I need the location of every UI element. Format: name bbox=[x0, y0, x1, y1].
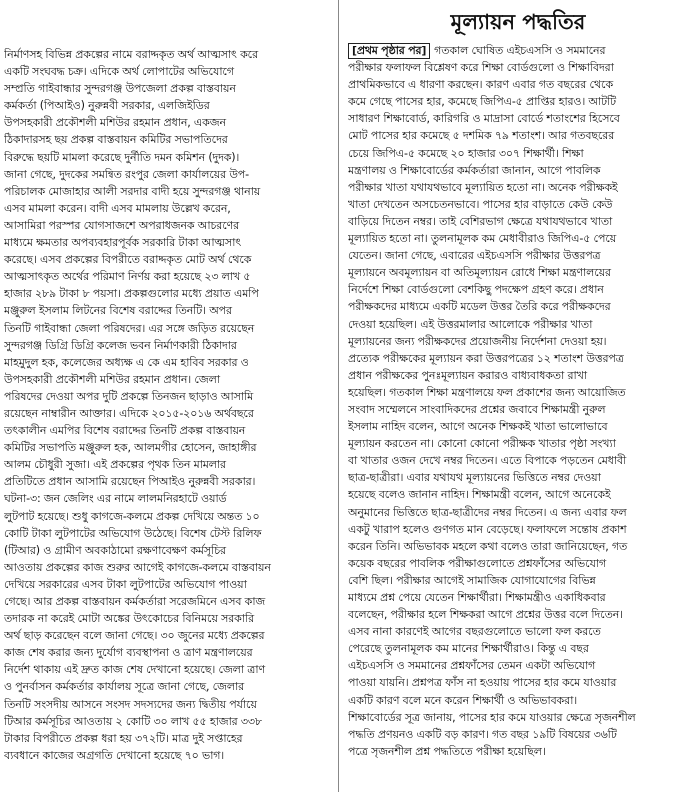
text-line: কাজ শেষ করার জন্য দুর্যোগ ব্যবস্থাপনা ও ত্রাণ মন্ত্রণালয়ের bbox=[4, 646, 253, 660]
text-line: মোট পাসের হার কমেছে ৫ দশমিক ৭৯ শতাংশ। আর গতবছরের bbox=[348, 129, 615, 143]
article-headline: মূল্যায়ন পদ্ধতির bbox=[450, 9, 586, 34]
text-line: তিনটি গাইবান্ধা জেলা পরিষদের। এর সঙ্গে জড়িত রয়েছেন bbox=[4, 321, 255, 335]
text-line: তৎকালীন এমপির বিশেষ বরাদ্দের তিনটি প্রকল্প বাস্তবায়ন bbox=[4, 424, 246, 438]
right-article-body bbox=[348, 59, 688, 760]
text-line: এইচএসসি ও সমমানের প্রশ্নফাঁসের তেমন একটা অভিযোগ bbox=[348, 659, 596, 673]
text-line: হয়েছে বলেও জানান নাহিদ। শিক্ষামন্ত্রী বলেন, আগে অনেকেই bbox=[348, 488, 611, 502]
text-line: মাহমুদুল হক, কলেজের অধ্যক্ষ এ কে এম হাবিব সরকার ও bbox=[4, 355, 249, 369]
text-line: টিআর কর্মসূচির আওতায় ২ কোটি ৩০ লাখ ৫৫ হাজার ৩৩৮ bbox=[4, 714, 262, 728]
text-line: প্রত্যেক পরীক্ষকের মূল্যায়ন করা উত্তরপত্রের ১২ শতাংশ উত্তরপত্র bbox=[348, 351, 624, 365]
text-line: পরীক্ষকদের মাধ্যমে একটি মডেল উত্তর তৈরি করে পরীক্ষকদের bbox=[348, 300, 611, 314]
text-line: মূল্যায়নে অবমূল্যায়ন বা অতিমূল্যায়ন রোধে শিক্ষা মন্ত্রণালয়ের bbox=[348, 266, 611, 280]
text-line: রয়েছেন নাম্বারীন আক্তার। এদিকে ২০১৫-২০১৬ অর্থবছরে bbox=[4, 406, 254, 420]
first-line-text: গতকাল ঘোষিত এইচএসসি ও সমমানের bbox=[434, 44, 606, 57]
text-line: তদারক না করেই মোটা অঙ্কের উৎকোচের বিনিময়ে সরকারি bbox=[4, 612, 255, 626]
text-line: প্রধান পরীক্ষকের পুনঃমূল্যায়ন করারও বাধ্যবাধকতা রাখা bbox=[348, 368, 587, 382]
text-line: মন্ত্রণালয় ও শিক্ষাবোর্ডের কর্মকর্তারা জানান, আগে পাবলিক bbox=[348, 163, 601, 177]
column-divider bbox=[338, 0, 339, 792]
text-line: গেছে। আর প্রকল্প বাস্তবায়ন কর্মকর্তারা সরেজমিনে এসব কাজ bbox=[4, 595, 266, 608]
text-line: উপসহকারী প্রকৌশলী মশিউর রহমান প্রধান। জেলা bbox=[4, 372, 220, 386]
text-line: ঘটনা-৩: জন জেলিং এর নামে লালমনিরহাটে ওয়ার্ড bbox=[4, 492, 227, 506]
text-line: টাকার বিপরীতে প্রকল্প ধরা হয় ৩৭২টি। মাত্র দুই সপ্তাহের bbox=[4, 731, 243, 745]
text-line: পরিষদের দেওয়া অপর দুটি প্রকল্পে তিনজন ছাড়াও আসামি bbox=[4, 389, 254, 403]
text-line: ও পুনর্বাসন কর্মকর্তার কার্যালয় সূত্রে জানা গেছে, জেলার bbox=[4, 680, 245, 694]
text-line: দেখিয়ে সরকারের এসব টাকা লুটপাটের অভিযোগ পাওয়া bbox=[4, 577, 247, 591]
text-line: পরীক্ষার ফলাফল বিশ্লেষণ করে শিক্ষা বোর্ডগুলো ও শিক্ষাবিদরা bbox=[348, 61, 614, 75]
text-line: উপসহকারী প্রকৌশলী মশিউর রহমান প্রধান, একজন bbox=[4, 116, 226, 130]
text-line: যেতেন। জানা গেছে, এবারের এইচএসসি পরীক্ষার উত্তরপত্র bbox=[348, 249, 601, 263]
text-line: একটু খারাপ হলেও গুণগত মান বেড়েছে। ফলাফলে সন্তোষ প্রকাশ bbox=[348, 522, 627, 536]
text-line: সুন্দরগঞ্জ ডিগ্রি ডিগ্রি কলেজ ভবন নির্মাণকারী ঠিকাদার bbox=[4, 338, 237, 352]
text-line: নির্মাণসহ বিভিন্ন প্রকল্পের নামে বরাদ্দকৃত অর্থ আত্মসাৎ করে bbox=[4, 48, 259, 61]
text-line: করেছে। এসব প্রকল্পের বিপরীতে বরাদ্দকৃত মোট অর্থ থেকে bbox=[4, 253, 252, 267]
text-line: বেশি ছিল। পরীক্ষার আগেই সামাজিক যোগাযোগের বিভিন্ন bbox=[348, 573, 596, 587]
text-line: পত্রে সৃজনশীল প্রশ্ন পদ্ধতিতে পরীক্ষা হয়েছিল। bbox=[348, 744, 546, 758]
text-line: ব্যবধানে কাজের অগ্রগতি দেখানো হয়েছে ৭০ ভাগ। bbox=[4, 748, 225, 762]
text-line: সম্প্রতি গাইবান্ধার সুন্দরগঞ্জ উপজেলা প্রকল্প বাস্তবায়ন bbox=[4, 82, 236, 96]
text-line: তিনটি সংসদীয় আসনে সংসদ সদস্যদের জন্য দ্বিতীয় পর্যায়ে bbox=[4, 697, 257, 711]
text-line: কমে গেছে পাসের হার, কমেছে জিপিএ-৫ প্রাপ্তির হারও। আটটি bbox=[348, 95, 617, 109]
left-article-column bbox=[4, 0, 330, 764]
text-line: খাতা দেখতেন অসচেতনভাবে। পাসের হার বাড়াতে কেউ কেউ bbox=[348, 197, 613, 211]
text-line: পরীক্ষার খাতা যথাযথভাবে মূল্যায়িত হতো না। অনেক পরীক্ষকই bbox=[348, 180, 618, 194]
text-line: মূল্যায়নের জন্য পরীক্ষকদের প্রয়োজনীয় নির্দেশনা দেওয়া হয়। bbox=[348, 334, 607, 348]
text-line: আত্মসাৎকৃত অর্থের পরিমাণ নির্ণয় করা হয়েছে ২৩ লাখ ৫ bbox=[4, 270, 251, 284]
text-line: এসব নানা কারণেই আগের বছরগুলোতে ভালো ফল করতে bbox=[348, 625, 601, 639]
article-first-line bbox=[348, 42, 688, 59]
text-line: কমিটির সভাপতি মঞ্জুরুল হক, আলমগীর হোসেন, জাহাঙ্গীর bbox=[4, 441, 257, 455]
text-line: হয়েছিল। গতকাল শিক্ষা মন্ত্রণালয়ে ফল প্রকাশের জন্য আয়োজিত bbox=[348, 385, 626, 399]
text-line: প্রাথমিকভাবে এ ধারণা করছেন। কারণ এবার গত বছরের থেকে bbox=[348, 78, 614, 92]
text-line: ইসলাম নাহিদ বলেন, আগে অনেক শিক্ষকই খাতা ভালোভাবে bbox=[348, 420, 608, 434]
continued-from-label: [প্রথম পৃষ্ঠার পর] bbox=[348, 43, 430, 59]
text-line: কর্মকর্তা (পিআইও) নুরুন্নবী সরকার, এলজিইডির bbox=[4, 99, 210, 113]
text-line: আসামিরা পরস্পর যোগসাজশে অপরাধজনক আচরণের bbox=[4, 218, 240, 232]
text-line: লুটপাট হয়েছে। শুধু কাগজে-কলমে প্রকল্প দেখিয়ে অন্তত ১০ bbox=[4, 509, 260, 523]
text-line: ছাত্র-ছাত্রীরা। এবার যথাযথ মূল্যায়নের ভিত্তিতে নম্বর দেওয়া bbox=[348, 471, 601, 485]
text-line: সাধারণ শিক্ষাবোর্ড, কারিগরি ও মাদ্রাসা বোর্ডে শতাংশের হিসেবে bbox=[348, 112, 620, 126]
text-line: নির্দেশ থাকায় এই দ্রুত কাজ শেষ দেখানো হয়েছে। জেলা ত্রাণ bbox=[4, 663, 265, 677]
text-line: মূল্যায়িত হতো না। তুলনামূলক কম মেধাবীরাও জিপিএ-৫ পেয়ে bbox=[348, 232, 617, 246]
text-line: (টিআর) ও গ্রামীণ অবকাঠামো রক্ষণাবেক্ষণ কর্মসূচির bbox=[4, 543, 226, 557]
text-line: পাওয়া যায়নি। প্রশ্নপত্র ফাঁস না হওয়ায় পাসের হার কমে যাওয়ার bbox=[348, 676, 617, 690]
text-line: জানা গেছে, দুদকের সমন্বিত রংপুর জেলা কার্যালয়ের উপ- bbox=[4, 167, 249, 181]
text-line: মূল্যায়ন করতেন না। কোনো কোনো পরীক্ষক খাতার পৃষ্ঠা সংখ্যা bbox=[348, 437, 616, 451]
text-line: করেন তিনি। অভিভাবক মহলে কথা বলেও তারা জানিয়েছেন, গত bbox=[348, 539, 628, 553]
text-line: আওতায় প্রকল্পের কাজ শুরুর আগেই কাগজে-কলমে বাস্তবায়ন bbox=[4, 560, 271, 574]
text-line: কোটি টাকা লুটপাটের অভিযোগ উঠেছে। বিশেষ টেস্ট রিলিফ bbox=[4, 526, 262, 540]
text-line: আলম চৌধুরী সুজা। এই প্রকল্পের পৃথক তিন মামলার bbox=[4, 458, 226, 472]
text-line: বা খাতার ওজন দেখে নম্বর দিতেন। এতে বিপাকে পড়তেন মেধাবী bbox=[348, 454, 627, 468]
text-line: মাধ্যমে ক্ষমতার অপব্যবহারপূর্বক সরকারি টাকা আত্মসাৎ bbox=[4, 236, 242, 250]
text-line: পদ্ধতি প্রণয়নও একটি বড় কারণ। গত বছর ১৯টি বিষয়ের ৩৬টি bbox=[348, 727, 617, 741]
text-line: সংবাদ সম্মেলনে সাংবাদিকদের প্রশ্নের জবাবে শিক্ষামন্ত্রী নুরুল bbox=[348, 402, 606, 416]
text-line: কয়েক বছরের পাবলিক পরীক্ষাগুলোতে প্রশ্নফাঁসের অভিযোগ bbox=[348, 556, 607, 570]
text-line: হাজার ২৮৯ টাকা ৮ পয়সা। প্রকল্পগুলোর মধ্যে প্রয়াত এমপি bbox=[4, 287, 259, 301]
text-line: চেয়ে জিপিএ-৫ কমেছে ২০ হাজার ৩০৭ শিক্ষার্থী। শিক্ষা bbox=[348, 146, 584, 160]
text-line: বাড়িয়ে দিতেন নম্বর। তাই বেশিরভাগ ক্ষেত্রে যথাযথভাবে খাতা bbox=[348, 214, 613, 228]
text-line: বিরুদ্ধে ছয়টি মামলা করেছে দুর্নীতি দমন কমিশন (দুদক)। bbox=[4, 150, 240, 164]
text-line: একটি সংঘবদ্ধ চক্র। এদিকে অর্থ লোপাটের অভিযোগে bbox=[4, 65, 234, 79]
text-line: বলেছেন, পরীক্ষার হলে শিক্ষকরা আগে প্রশ্নের উত্তর বলে দিতেন। bbox=[348, 608, 623, 622]
text-line: অনুমানের ভিত্তিতে ছাত্র-ছাত্রীদের নম্বর দিতেন। এ জন্য এবার ফল bbox=[348, 505, 627, 519]
text-line: পেরেছে তুলনামূলক কম মানের শিক্ষার্থীরাও। কিন্তু এ বছর bbox=[348, 642, 589, 656]
text-line: নির্দেশে শিক্ষা বোর্ডগুলো বেশকিছু পদক্ষেপ গ্রহণ করে। প্রধান bbox=[348, 283, 604, 297]
text-line: অর্থ ছাড় করেছেন বলে জানা গেছে। ৩০ জুনের মধ্যে প্রকল্পের bbox=[4, 629, 265, 643]
text-line: মঞ্জুরুল ইসলাম লিটনের বিশেষ বরাদ্দের তিনটি। অপর bbox=[4, 304, 232, 318]
text-line: একটি কারণ বলে মনে করেন শিক্ষার্থী ও অভিভাবকরা। bbox=[348, 693, 577, 707]
text-line: শিক্ষাবোর্ডের সূত্র জানায়, পাসের হার কমে যাওয়ার ক্ষেত্রে সৃজনশীল bbox=[348, 710, 636, 724]
text-line: মাধ্যমে প্রশ্ন পেয়ে যেতেন শিক্ষার্থীরা। শিক্ষামন্ত্রীও একাধিকবার bbox=[348, 591, 606, 604]
text-line: প্রতিটিতে প্রধান আসামি রয়েছেন পিআইও নুরুন্নবী সরকার। bbox=[4, 475, 256, 489]
right-article-column bbox=[348, 0, 688, 760]
text-line: ঠিকাদারসহ ছয় প্রকল্প বাস্তবায়ন কমিটির সভাপতিদের bbox=[4, 133, 228, 147]
text-line: পরিচালক মোজাহার আলী সরদার বাদী হয়ে সুন্দরগঞ্জ থানায় bbox=[4, 184, 261, 198]
text-line: দেওয়া হয়েছিল। এই উত্তরমালার আলোকে পরীক্ষার খাতা bbox=[348, 317, 593, 331]
text-line: এসব মামলা করেন। বাদী এসব মামলায় উল্লেখ করেন, bbox=[4, 201, 231, 215]
